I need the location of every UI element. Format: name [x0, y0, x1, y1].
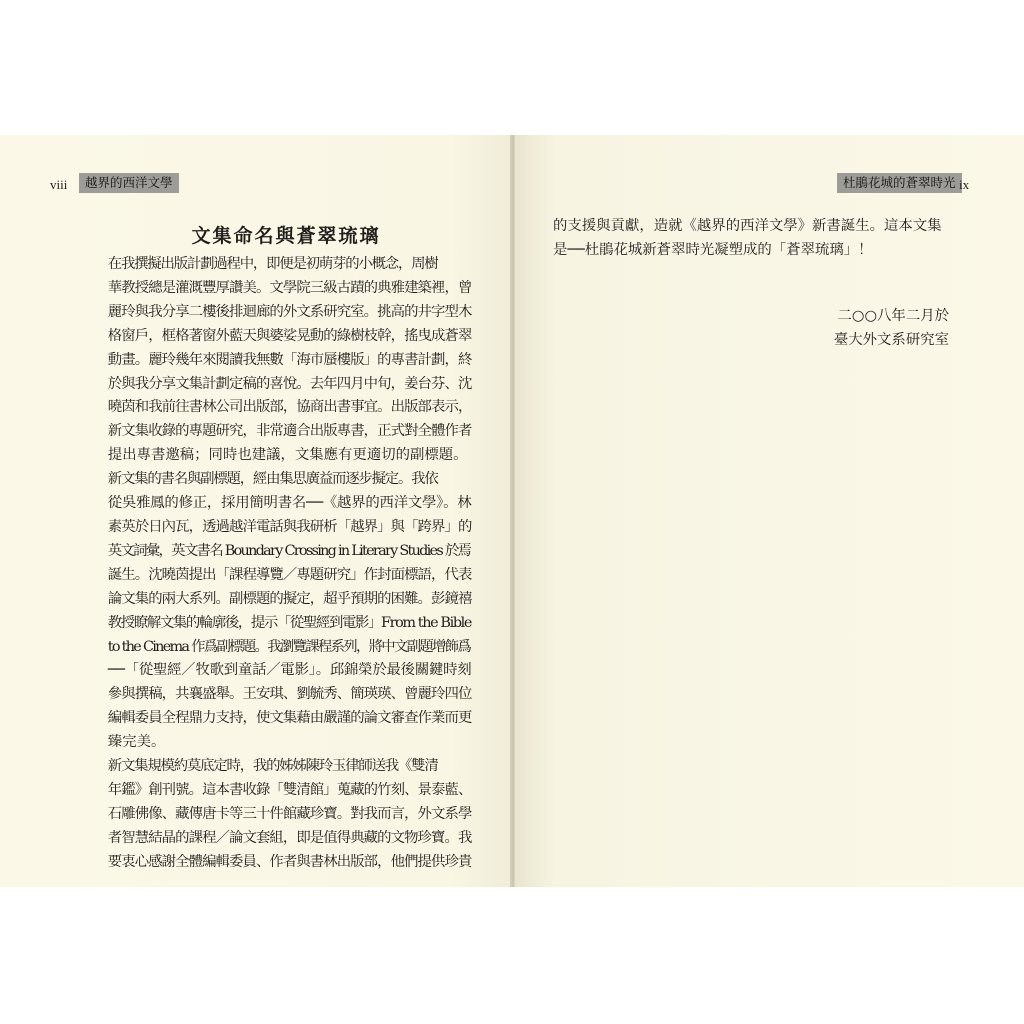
page-number-left: viii [50, 177, 68, 192]
text-line: 曉茵和我前往書林公司出版部，協商出書事宜。出版部表示， [107, 399, 472, 416]
paragraph-3 [79, 755, 472, 875]
text-line: 參與撰稿，共襄盛舉。王安琪、劉毓秀、簡瑛瑛、曾麗玲四位 [107, 686, 472, 703]
text-line: 臻完美。 [107, 734, 166, 751]
paragraph-1 [79, 253, 472, 468]
text-line: 石雕佛像、藏傳唐卡等三十件館藏珍寶。對我而言，外文系學 [107, 805, 472, 822]
text-line: 提出專書邀稿；同時也建議，文集應有更適切的副標題。 [107, 447, 468, 464]
text-line: 編輯委員全程鼎力支持，使文集藉由嚴謹的論文審查作業而更 [107, 710, 472, 727]
text-line: 新文集收錄的專題研究，非常適合出版專書，正式對全體作者 [107, 423, 472, 440]
text-line: 華教授總是灌溉豐厚讚美。文學院三級古蹟的典雅建築裡，曾 [107, 279, 472, 296]
left-body-text [79, 253, 472, 875]
running-head-left: 越界的西洋文學 [79, 173, 179, 193]
signature-place: 臺大外文系研究室 [833, 331, 949, 348]
right-page [515, 135, 1024, 887]
text-line: 年鑑》創刊號。這本書收錄「雙清館」蒐藏的竹刻、景泰藍、 [107, 781, 472, 798]
text-line: 誕生。沈曉茵提出「課程導覽／專題研究」作封面標語，代表 [107, 566, 472, 583]
text-line: 動畫。麗玲幾年來閱讀我無數「海市蜃樓版」的專書計劃，終 [107, 351, 472, 368]
text-line: 在我撰擬出版計劃過程中，即便是初萌芽的小概念，周樹 [107, 256, 438, 272]
text-line: ──「從聖經／牧歌到童話／電影」。邱錦榮於最後關鍵時刻 [107, 662, 472, 679]
text-line: 英文詞彙，英文書名 Boundary Crossing in Literary Studies 於焉 [107, 542, 471, 559]
text-line: 要衷心感謝全體編輯委員、作者與書林出版部，他們提供珍貴 [107, 853, 472, 870]
text-line: 的支援與貢獻，造就《越界的西洋文學》新書誕生。這本文集 [553, 218, 942, 234]
text-line: 論文集的兩大系列。副標題的擬定，超乎預期的困難。彭鏡禧 [107, 590, 472, 607]
text-line: to the Cinema 作爲副標題。我瀏覽課程系列，將中文副題增飾爲 [107, 638, 471, 655]
paragraph-2 [79, 468, 472, 755]
book-spread [0, 135, 1024, 887]
text-line: 格窗戶，框格著窗外藍天與婆娑晃動的綠樹枝幹，搖曳成蒼翠 [107, 327, 472, 344]
text-line: 是──杜鵑花城新蒼翠時光凝塑成的「蒼翠琉璃」！ [553, 241, 873, 258]
text-line: 教授瞭解文集的輪廓後，提示「從聖經到電影」From the Bible [107, 614, 472, 631]
text-line: 素英於日內瓦，透過越洋電話與我研析「越界」與「跨界」的 [107, 518, 472, 535]
chapter-title: 文集命名與蒼翠琉璃 [191, 225, 381, 247]
text-line: 者智慧結晶的課程／論文套組，即是值得典藏的文物珍寶。我 [107, 829, 472, 846]
signature-date: 二○○八年二月於 [837, 308, 949, 324]
right-body-text [553, 215, 951, 263]
left-page [0, 135, 512, 887]
signature-block [834, 305, 949, 353]
text-line: 於與我分享文集計劃定稿的喜悅。去年四月中旬，姜台芬、沈 [107, 375, 472, 392]
text-line: 麗玲與我分享二樓後排迴廊的外文系研究室。挑高的井字型木 [107, 303, 472, 320]
paragraph-continued [553, 215, 951, 263]
text-line: 從吳雅鳳的修正，採用簡明書名──《越界的西洋文學》。林 [107, 495, 472, 512]
text-line: 新文集的書名與副標題，經由集思廣益而逐步擬定。我依 [107, 471, 438, 488]
running-head-right: 杜鵑花城的蒼翠時光 [837, 173, 962, 193]
text-line: 新文集規模約莫底定時，我的姊姊陳玲玉律師送我《雙清 [107, 758, 438, 775]
page-number-right: ix [959, 177, 970, 192]
